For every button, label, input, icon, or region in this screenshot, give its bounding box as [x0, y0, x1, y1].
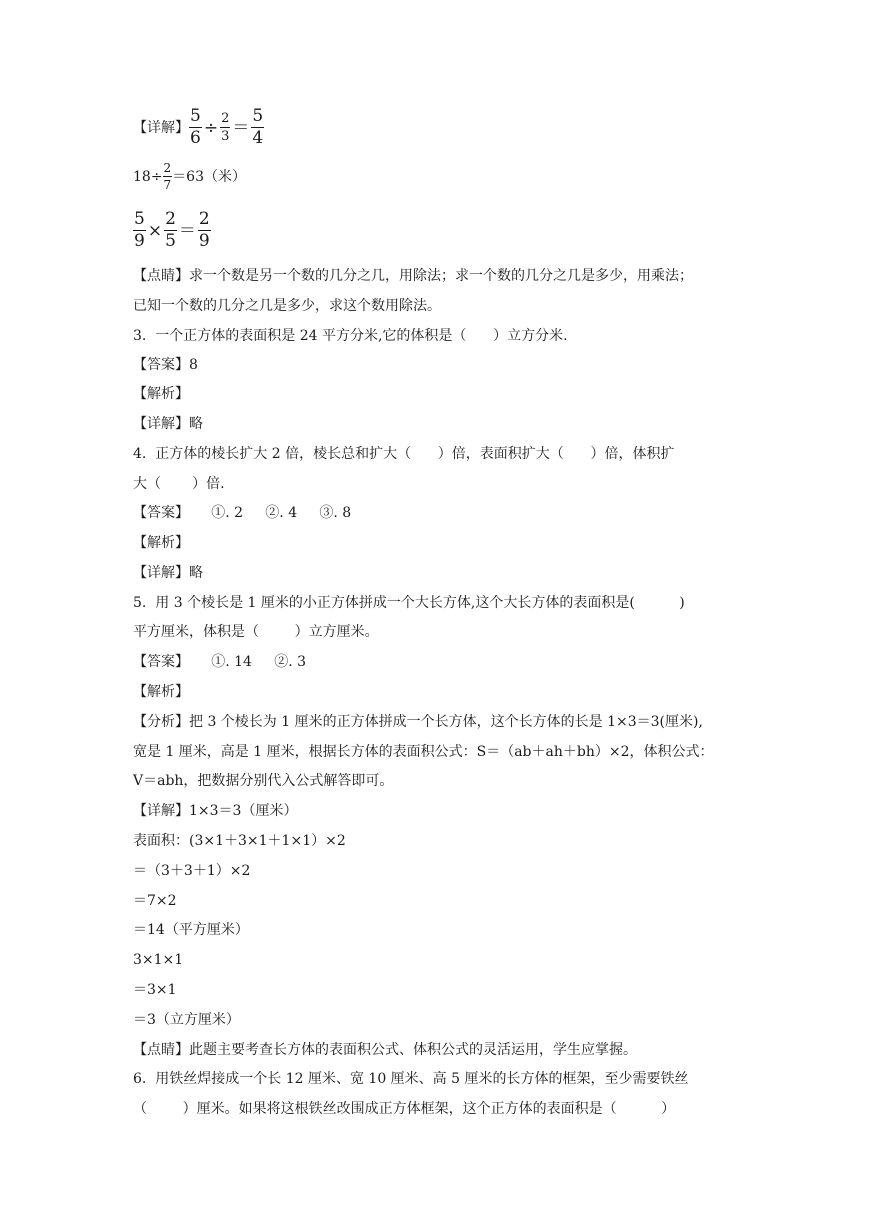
fraction-2-3 [220, 112, 230, 143]
detail-5: 【详解】1×3＝3（厘米） [133, 803, 298, 819]
fraction-5-4 [251, 108, 264, 147]
fraction-2-9 [198, 211, 211, 250]
answer-5: 【答案】 ①. 14 ②. 3 [133, 654, 307, 670]
equals-sign: ＝ [178, 220, 196, 241]
analysis-4: 【解析】 [133, 535, 189, 551]
numerator: 5 [134, 209, 145, 229]
question-6: 6. 用铁丝焊接成一个长 12 厘米、宽 10 厘米、高 5 厘米的长方体的框架，至少需要铁丝 [133, 1071, 689, 1087]
numerator: 2 [198, 209, 210, 229]
expression-prefix: 18÷ [133, 168, 163, 185]
tip-line-cont: 已知一个数的几分之几是多少，求这个数用除法。 [133, 298, 441, 314]
calc-step: ＝（3＋3＋1）×2 [133, 863, 251, 879]
numerator: 2 [221, 111, 230, 126]
reasoning-5: 【分析】把 3 个棱长为 1 厘米的正方体拼成一个长方体，这个长方体的长是 1×3＝3(厘米), [133, 714, 703, 730]
calc-volume: 3×1×1 [133, 952, 184, 968]
denominator: 9 [134, 231, 145, 251]
denominator: 7 [163, 178, 172, 192]
denominator: 6 [190, 128, 201, 148]
denominator: 3 [221, 129, 230, 144]
divide-sign: ÷ [203, 117, 219, 138]
numerator: 2 [163, 161, 172, 175]
numerator: 2 [165, 209, 176, 229]
expression-result: ＝63（米） [172, 168, 247, 185]
calc-step: ＝7×2 [133, 893, 177, 909]
numerator: 5 [190, 106, 201, 126]
question-5: 5. 用 3 个棱长是 1 厘米的小正方体拼成一个大长方体,这个大长方体的表面积是( ) [133, 595, 685, 611]
detail-4: 【详解】略 [133, 565, 203, 581]
times-sign: × [147, 220, 163, 241]
numerator: 5 [252, 106, 264, 126]
fraction-2-7 [163, 162, 173, 191]
reasoning-5-cont: 宽是 1 厘米，高是 1 厘米，根据长方体的表面积公式：S＝（ab＋ah＋bh）×2，体积公式： [133, 744, 714, 760]
answer-3: 【答案】8 [133, 357, 198, 373]
question-4: 4. 正方体的棱长扩大 2 倍，棱长总和扩大（ ）倍，表面积扩大（ ）倍，体积扩 [133, 446, 675, 462]
analysis-5: 【解析】 [133, 684, 189, 700]
denominator: 4 [252, 128, 264, 148]
fraction-5-9 [133, 211, 146, 250]
question-3: 3. 一个正方体的表面积是 24 平方分米,它的体积是（ ）立方分米. [133, 328, 568, 344]
calc-result: ＝14（平方厘米） [133, 922, 249, 938]
detail-label: 【详解】 [133, 119, 189, 136]
question-6-cont: （ ）厘米。如果将这根铁丝改围成正方体框架，这个正方体的表面积是（ ） [133, 1101, 676, 1117]
fraction-5-6 [189, 108, 202, 147]
tip-5: 【点睛】此题主要考查长方体的表面积公式、体积公式的灵活运用，学生应掌握。 [133, 1042, 637, 1058]
question-5-cont: 平方厘米，体积是（ ）立方厘米。 [133, 624, 379, 640]
fraction-2-5 [164, 211, 177, 250]
detail-fraction-line [133, 108, 264, 147]
calc-surface: 表面积：(3×1＋3×1＋1×1）×2 [133, 833, 346, 849]
multiplication-line [133, 211, 211, 250]
equals-sign: ＝ [232, 117, 250, 138]
calc-result: ＝3（立方厘米） [133, 1012, 240, 1028]
analysis-3: 【解析】 [133, 386, 189, 402]
question-4-cont: 大（ ）倍. [133, 476, 225, 492]
detail-3: 【详解】略 [133, 416, 203, 432]
tip-line: 【点睛】求一个数是另一个数的几分之几，用除法；求一个数的几分之几是多少，用乘法； [133, 268, 693, 284]
reasoning-5-cont2: V＝abh，把数据分别代入公式解答即可。 [133, 773, 394, 789]
division-line [133, 162, 246, 191]
denominator: 5 [165, 231, 176, 251]
answer-4: 【答案】 ①. 2 ②. 4 ③. 8 [133, 505, 352, 521]
calc-step: ＝3×1 [133, 982, 177, 998]
denominator: 9 [198, 231, 210, 251]
